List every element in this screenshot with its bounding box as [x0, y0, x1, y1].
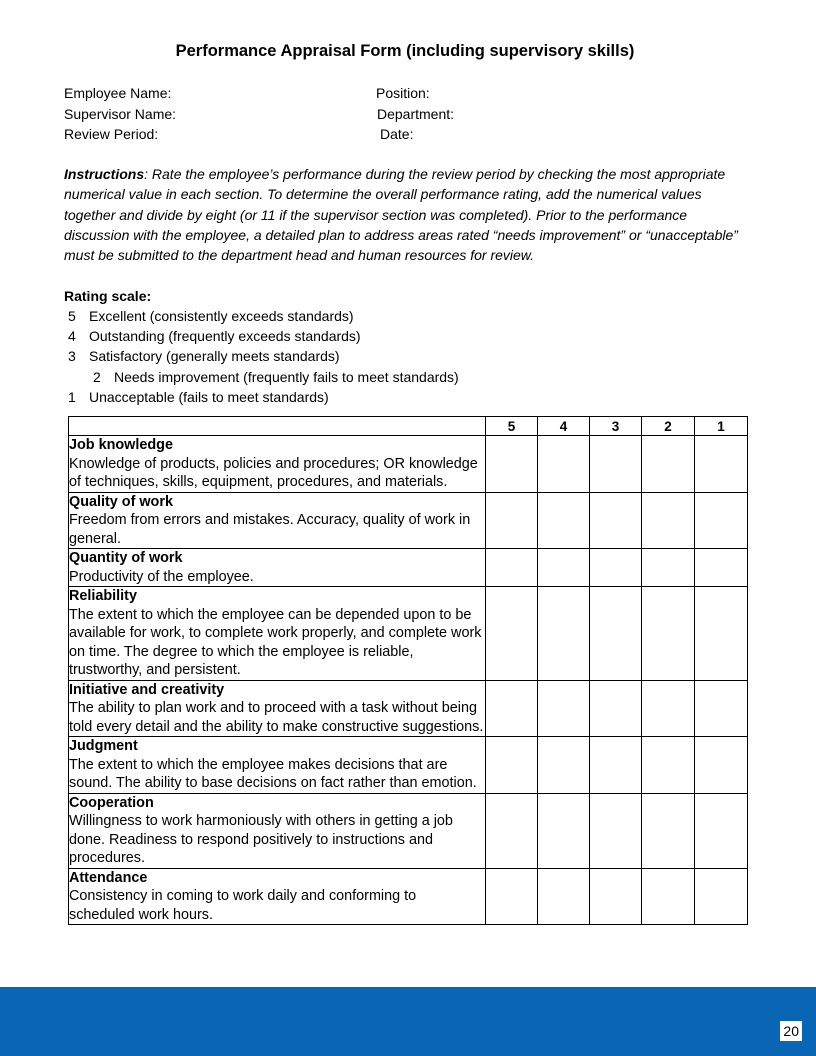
rating-label: Outstanding (frequently exceeds standards): [89, 328, 361, 345]
rating-checkbox-cell-1[interactable]: [695, 492, 748, 549]
rating-number: 1: [68, 388, 76, 405]
rating-label: Unacceptable (fails to meet standards): [89, 388, 329, 405]
rating-checkbox-cell-3[interactable]: [590, 587, 642, 681]
rating-checkbox-cell-5[interactable]: [486, 793, 538, 868]
rating-checkbox-cell-1[interactable]: [695, 868, 748, 925]
rating-item: [64, 367, 459, 387]
rating-checkbox-cell-1[interactable]: [695, 587, 748, 681]
rating-checkbox-cell-4[interactable]: [538, 793, 590, 868]
table-row: [69, 793, 748, 868]
rating-checkbox-cell-2[interactable]: [642, 436, 695, 493]
rating-checkbox-cell-3[interactable]: [590, 492, 642, 549]
rating-checkbox-cell-2[interactable]: [642, 737, 695, 794]
rating-checkbox-cell-5[interactable]: [486, 436, 538, 493]
table-body: [69, 436, 748, 925]
rating-item: [64, 306, 459, 326]
criterion-cell: [69, 587, 486, 681]
criterion-name: Initiative and creativity: [69, 681, 225, 698]
table-row: [69, 549, 748, 587]
rating-label: Excellent (consistently exceeds standards): [89, 308, 354, 324]
rating-checkbox-cell-3[interactable]: [590, 737, 642, 794]
criterion-name: Reliability: [69, 588, 137, 604]
rating-checkbox-cell-2[interactable]: [642, 492, 695, 549]
rating-scale-title: Rating scale:: [64, 288, 152, 304]
rating-item: [64, 346, 459, 366]
department-label: Department:: [377, 105, 455, 122]
rating-checkbox-cell-2[interactable]: [642, 587, 695, 681]
rating-item: [64, 387, 459, 407]
criterion-name: Judgment: [69, 738, 138, 754]
rating-checkbox-cell-2[interactable]: [642, 868, 695, 925]
criterion-name: Quantity of work: [69, 550, 183, 566]
criterion-cell: [69, 549, 486, 587]
rating-number: 4: [68, 328, 76, 345]
criterion-description: Productivity of the employee.: [69, 568, 254, 585]
instructions-paragraph: [64, 164, 754, 265]
rating-checkbox-cell-3[interactable]: [590, 680, 642, 737]
criterion-cell: [69, 680, 486, 737]
criterion-cell: [69, 868, 486, 925]
date-label: Date:: [380, 126, 414, 142]
criterion-description: The extent to which the employee can be depended upon to be available for work, to complete work properly, and complete work on time. The degree to which the employee is reliable, trustworthy, and persistent.: [69, 606, 482, 678]
criterion-description: Willingness to work harmoniously with others in getting a job done. Readiness to respond positively to instructions and procedures.: [69, 813, 453, 866]
rating-checkbox-cell-1[interactable]: [695, 549, 748, 587]
criterion-cell: [69, 436, 486, 493]
field-row: [64, 126, 764, 147]
field-row: [64, 85, 764, 106]
table-row: [69, 436, 748, 493]
criterion-description: Consistency in coming to work daily and conforming to scheduled work hours.: [69, 888, 417, 923]
supervisor-name-label: Supervisor Name:: [64, 105, 177, 122]
rating-checkbox-cell-5[interactable]: [486, 549, 538, 587]
instructions-label: Instructions: [64, 166, 145, 182]
criterion-cell: [69, 737, 486, 794]
criterion-description: Knowledge of products, policies and procedures; OR knowledge of techniques, skills, equipment, procedures, and materials.: [69, 455, 478, 490]
rating-checkbox-cell-4[interactable]: [538, 680, 590, 737]
rating-number: 2: [93, 368, 101, 385]
employee-name-label: Employee Name:: [64, 85, 172, 101]
position-label: Position:: [376, 85, 430, 101]
table-header-1: 1: [695, 417, 748, 436]
page-title: Performance Appraisal Form (including supervisory skills): [175, 42, 635, 60]
table-header-2: 2: [642, 417, 695, 436]
rating-number: 5: [68, 308, 76, 324]
criterion-name: Quality of work: [69, 493, 173, 510]
criterion-description: The extent to which the employee makes decisions that are sound. The ability to base decisions on fact rather than emotion.: [69, 756, 477, 791]
table-header-4: 4: [538, 417, 590, 436]
rating-checkbox-cell-5[interactable]: [486, 587, 538, 681]
table-row: [69, 868, 748, 925]
table-row: [69, 737, 748, 794]
rating-checkbox-cell-4[interactable]: [538, 587, 590, 681]
rating-checkbox-cell-4[interactable]: [538, 436, 590, 493]
table-header-criteria: [69, 417, 486, 436]
rating-checkbox-cell-2[interactable]: [642, 549, 695, 587]
rating-scale: [64, 286, 459, 407]
rating-checkbox-cell-2[interactable]: [642, 680, 695, 737]
rating-checkbox-cell-4[interactable]: [538, 492, 590, 549]
rating-checkbox-cell-1[interactable]: [695, 737, 748, 794]
table-row: [69, 492, 748, 549]
header-fields: [64, 85, 764, 147]
rating-checkbox-cell-2[interactable]: [642, 793, 695, 868]
page-number: 20: [780, 1021, 802, 1041]
rating-label: Needs improvement (frequently fails to meet standards): [114, 368, 459, 385]
table-header-row: [69, 417, 748, 436]
table-header-5: 5: [486, 417, 538, 436]
rating-checkbox-cell-5[interactable]: [486, 868, 538, 925]
rating-number: 3: [68, 348, 76, 365]
criterion-description: The ability to plan work and to proceed with a task without being told every detail and the ability to make constructive suggestions.: [69, 700, 484, 735]
rating-checkbox-cell-4[interactable]: [538, 868, 590, 925]
rating-checkbox-cell-3[interactable]: [590, 436, 642, 493]
table-header-3: 3: [590, 417, 642, 436]
footer-bar: [0, 987, 816, 1056]
criterion-name: Attendance: [69, 869, 148, 886]
table-row: [69, 680, 748, 737]
rating-checkbox-cell-3[interactable]: [590, 868, 642, 925]
review-period-label: Review Period:: [64, 126, 159, 142]
rating-checkbox-cell-3[interactable]: [590, 549, 642, 587]
rating-checkbox-cell-5[interactable]: [486, 492, 538, 549]
rating-item: [64, 326, 459, 346]
criterion-cell: [69, 793, 486, 868]
instructions-text: : Rate the employee’s performance during the review period by checking the most appropriate numerical value in each section. To determine the overall performance rating, add the numerical values together and divide by eight (or 11 if the supervisor section was completed). Prior to the performance discussion with the employee, a detailed plan to address areas rated “needs improvement” or “unacceptable” must be submitted to the department head and human resources for review.: [64, 166, 738, 264]
rating-checkbox-cell-4[interactable]: [538, 549, 590, 587]
field-row: [64, 106, 764, 127]
rating-checkbox-cell-1[interactable]: [695, 436, 748, 493]
rating-checkbox-cell-3[interactable]: [590, 793, 642, 868]
criterion-name: Cooperation: [69, 794, 154, 811]
criterion-cell: [69, 492, 486, 549]
rating-label: Satisfactory (generally meets standards): [89, 348, 340, 365]
rating-checkbox-cell-1[interactable]: [695, 793, 748, 868]
appraisal-table: [68, 416, 748, 925]
rating-checkbox-cell-1[interactable]: [695, 680, 748, 737]
rating-checkbox-cell-5[interactable]: [486, 737, 538, 794]
criterion-name: Job knowledge: [69, 437, 173, 453]
rating-checkbox-cell-4[interactable]: [538, 737, 590, 794]
criterion-description: Freedom from errors and mistakes. Accuracy, quality of work in general.: [69, 512, 471, 547]
rating-checkbox-cell-5[interactable]: [486, 680, 538, 737]
table-row: [69, 587, 748, 681]
